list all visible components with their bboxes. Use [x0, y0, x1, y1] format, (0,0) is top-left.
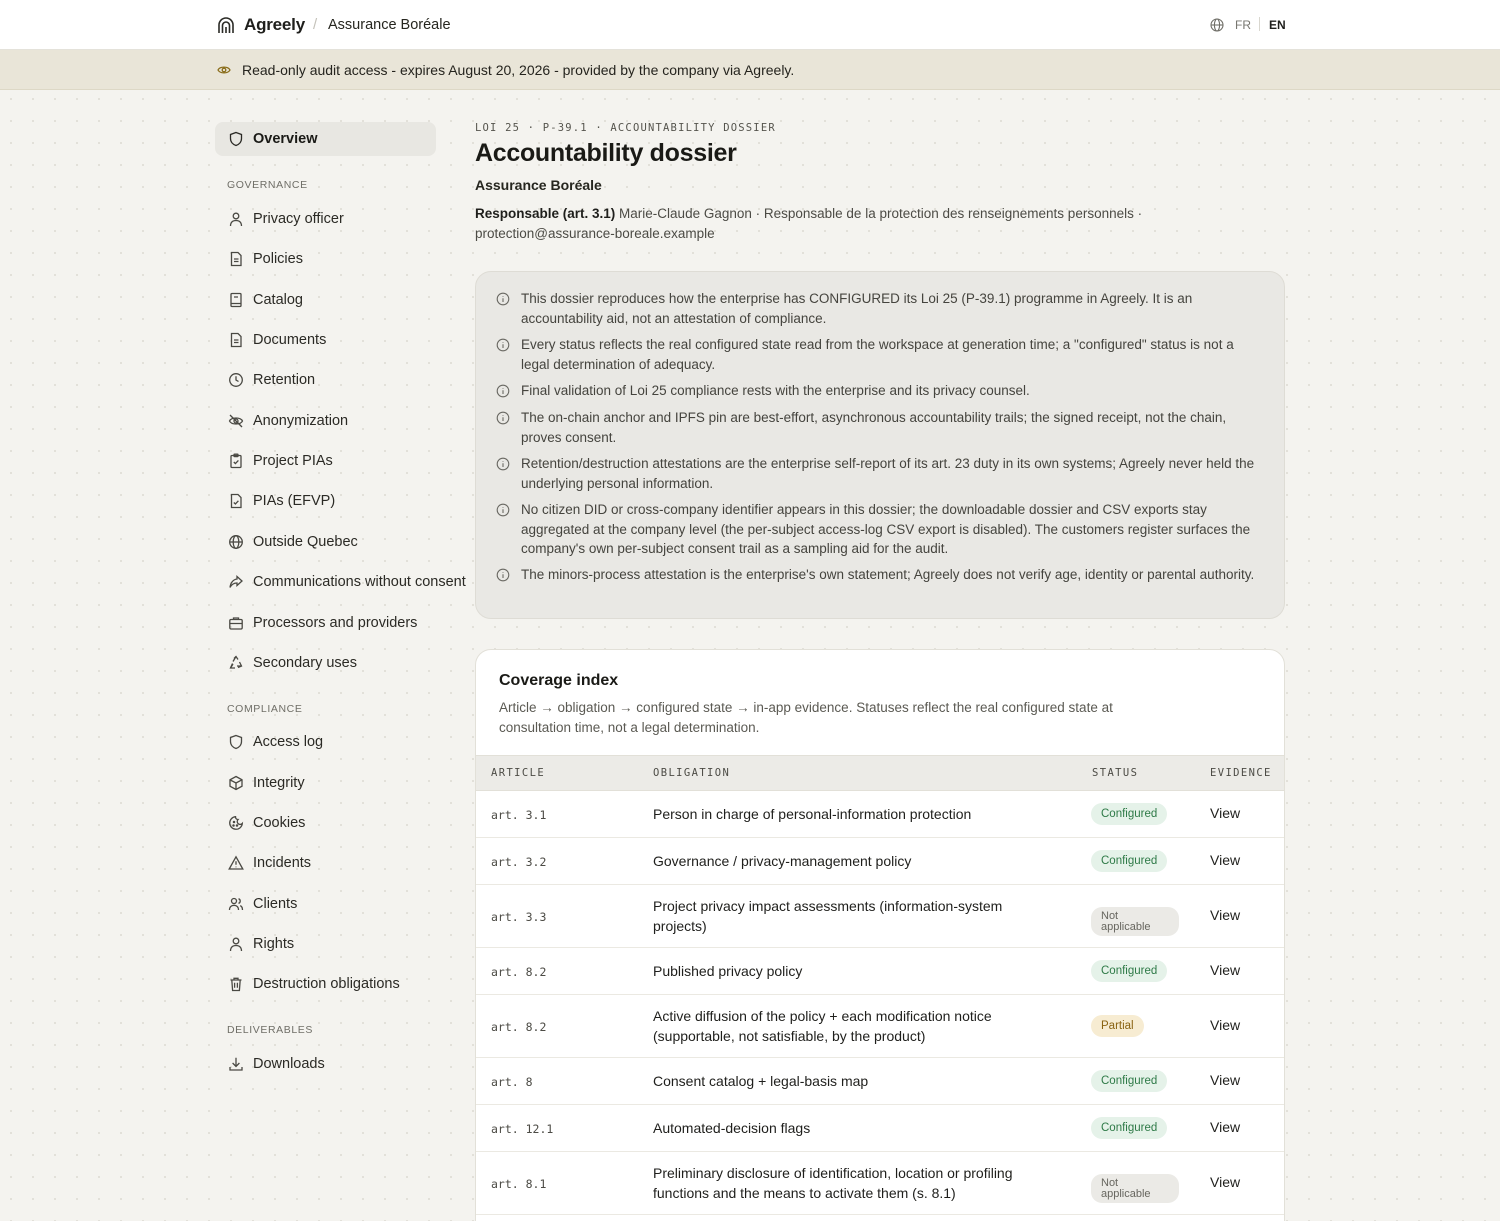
article-cell: art. 8.2	[491, 965, 547, 979]
sidebar-item-label: Project PIAs	[253, 453, 333, 469]
sidebar-item-label: Integrity	[253, 775, 305, 791]
sidebar-item-label: Privacy officer	[253, 211, 344, 227]
sidebar-item-label: Processors and providers	[253, 615, 418, 631]
sidebar-item-label: Policies	[253, 251, 303, 267]
section-label-governance: GOVERNANCE	[227, 179, 308, 191]
info-icon	[496, 503, 510, 517]
notice-item: Retention/destruction attestations are the enterprise self-report of its art. 23 duty in its own systems; Agreely never held the underlying personal information.	[496, 454, 1261, 493]
sidebar-item-access-log[interactable]	[215, 725, 471, 759]
sidebar-item-label: Outside Quebec	[253, 534, 358, 550]
table-row	[476, 995, 1285, 1058]
sidebar-item-label: Catalog	[253, 292, 303, 308]
sidebar-item-label: Incidents	[253, 855, 312, 871]
info-icon	[496, 292, 510, 306]
trash-icon	[228, 976, 244, 992]
sidebar-item-outside-quebec[interactable]	[215, 525, 471, 559]
sidebar-item-label: Secondary uses	[253, 655, 357, 671]
info-icon	[496, 457, 510, 471]
column-header-article: ARTICLE	[491, 767, 546, 779]
obligation-cell: Project privacy impact assessments (information-system projects)	[653, 898, 1003, 934]
article-cell: art. 12.1	[491, 1122, 554, 1136]
article-cell: art. 8.1	[491, 1177, 547, 1191]
coverage-description: Article → obligation → configured state → in-app evidence. Statuses reflect the real configured state at consultation time, not a legal determination.	[499, 700, 1113, 735]
sidebar-item-label: Communications without consent	[253, 574, 466, 590]
info-icon	[496, 338, 510, 352]
notice-item: The minors-process attestation is the enterprise's own statement; Agreely does not verify age, identity or parental authority.	[496, 565, 1261, 585]
sidebar-item-label: Retention	[253, 372, 316, 388]
sidebar-item-label: Clients	[253, 896, 298, 912]
info-icon	[496, 568, 510, 582]
sidebar-item-policies[interactable]	[215, 242, 471, 276]
sidebar-item-anonymization[interactable]	[215, 404, 471, 438]
sidebar-item-label: Overview	[253, 131, 318, 147]
sidebar-item-label: Cookies	[253, 815, 306, 831]
sidebar-item-label: Documents	[253, 332, 327, 348]
obligation-cell: Published privacy policy	[653, 963, 803, 979]
article-cell: art. 8	[491, 1075, 533, 1089]
table-row	[476, 1105, 1285, 1152]
cookie-icon	[228, 815, 244, 831]
language-divider	[1259, 17, 1260, 31]
responsable-label: Responsable (art. 3.1)	[475, 206, 616, 221]
view-evidence-link[interactable]: View	[1210, 852, 1241, 868]
section-label-deliverables: DELIVERABLES	[227, 1024, 313, 1036]
article-cell: art. 3.2	[491, 855, 547, 869]
catalog-icon	[228, 292, 244, 308]
status-badge: Configured	[1091, 960, 1167, 982]
coverage-index-card	[475, 649, 1285, 1221]
view-evidence-link[interactable]: View	[1210, 1017, 1241, 1033]
table-row	[476, 791, 1285, 838]
sidebar-item-project-pias[interactable]	[215, 444, 471, 478]
sidebar-item-retention[interactable]	[215, 363, 471, 397]
recycle-icon	[228, 655, 244, 671]
status-badge: Configured	[1091, 1117, 1167, 1139]
view-evidence-link[interactable]: View	[1210, 1119, 1241, 1135]
globe-icon	[1210, 18, 1224, 32]
sidebar-item-overview[interactable]	[215, 122, 436, 156]
notice-item: No citizen DID or cross-company identifier appears in this dossier; the downloadable dossier and CSV exports stay aggregated at the company level (the per-subject access-log CSV export is disabled). The customers register surfaces the company's own per-subject consent trail as a sampling aid for the audit.	[496, 500, 1261, 559]
table-row	[476, 885, 1285, 948]
sidebar-item-clients[interactable]	[215, 887, 471, 921]
sidebar-item-documents[interactable]	[215, 323, 471, 357]
user-icon	[228, 211, 244, 227]
obligation-cell: Automated-decision flags	[653, 1120, 811, 1136]
clipboard-check-icon	[228, 453, 244, 469]
section-label-compliance: COMPLIANCE	[227, 703, 303, 715]
banner-text: Read-only audit access - expires August 20, 2026 - provided by the company via Agreely.	[242, 62, 795, 78]
breadcrumb-org[interactable]: Assurance Boréale	[328, 17, 451, 33]
view-evidence-link[interactable]: View	[1210, 962, 1241, 978]
share-arrow-icon	[228, 574, 244, 590]
info-icon	[496, 411, 510, 425]
responsable-details: Marie-Claude Gagnon · Responsable de la protection des renseignements personnels · protection@assurance-boreale.example	[475, 206, 1143, 241]
sidebar-item-processors-and-providers[interactable]	[215, 606, 471, 640]
sidebar-item-rights[interactable]	[215, 927, 471, 961]
shield-icon	[228, 734, 244, 750]
page-eyebrow: LOI 25 · P-39.1 · ACCOUNTABILITY DOSSIER	[475, 122, 776, 134]
obligation-cell: Consent catalog + legal-basis map	[653, 1073, 869, 1089]
status-badge: Partial	[1091, 1015, 1144, 1037]
page-title: Accountability dossier	[475, 139, 737, 167]
obligation-cell: Governance / privacy-management policy	[653, 853, 912, 869]
status-badge: Not applicable	[1091, 907, 1179, 936]
sidebar-item-label: Destruction obligations	[253, 976, 400, 992]
file-check-icon	[228, 493, 244, 509]
sidebar-item-destruction-obligations[interactable]	[215, 967, 471, 1001]
status-badge: Not applicable	[1091, 1174, 1179, 1203]
organization-name: Assurance Boréale	[475, 177, 602, 193]
responsable-info	[475, 204, 1195, 243]
article-cell: art. 3.3	[491, 910, 547, 924]
status-badge: Configured	[1091, 803, 1167, 825]
eye-off-icon	[228, 413, 244, 429]
shield-icon	[228, 131, 244, 147]
obligation-cell: Active diffusion of the policy + each modification notice (supportable, not satisfiable, by the product)	[653, 1008, 992, 1044]
view-evidence-link[interactable]: View	[1210, 907, 1241, 923]
users-icon	[228, 896, 244, 912]
coverage-title: Coverage index	[499, 672, 619, 689]
brand-name[interactable]: Agreely	[244, 15, 305, 34]
column-header-status: STATUS	[1092, 767, 1139, 779]
cube-icon	[228, 775, 244, 791]
download-icon	[228, 1056, 244, 1072]
notice-item: Final validation of Loi 25 compliance rests with the enterprise and its privacy counsel.	[496, 381, 1261, 401]
globe-icon	[228, 534, 244, 550]
sidebar-item-label: PIAs (EFVP)	[253, 493, 336, 509]
audit-access-banner	[0, 50, 1500, 90]
document-icon	[228, 332, 244, 348]
sidebar-item-integrity[interactable]	[215, 766, 471, 800]
top-bar	[0, 0, 1500, 50]
warning-icon	[228, 855, 244, 871]
sidebar-item-pias-efvp[interactable]	[215, 484, 471, 518]
status-badge: Configured	[1091, 1070, 1167, 1092]
table-row	[476, 948, 1285, 995]
language-en[interactable]: EN	[1269, 18, 1286, 32]
view-evidence-link[interactable]: View	[1210, 1174, 1241, 1190]
language-fr[interactable]: FR	[1235, 18, 1251, 32]
table-row	[476, 838, 1285, 885]
sidebar-item-label: Downloads	[253, 1056, 325, 1072]
column-header-evidence: EVIDENCE	[1210, 767, 1272, 779]
notice-item: Every status reflects the real configured state read from the workspace at generation time; a "configured" status is not a legal determination of adequacy.	[496, 335, 1261, 374]
column-header-obligation: OBLIGATION	[653, 767, 731, 779]
table-row	[476, 1152, 1285, 1215]
document-icon	[228, 251, 244, 267]
clock-icon	[228, 372, 244, 388]
user-icon	[228, 936, 244, 952]
sidebar-item-incidents[interactable]	[215, 846, 471, 880]
briefcase-icon	[228, 615, 244, 631]
obligation-cell: Preliminary disclosure of identification, location or profiling functions and the means to activate them (s. 8.1)	[653, 1165, 1013, 1201]
sidebar-item-label: Anonymization	[253, 413, 349, 429]
table-row	[476, 1058, 1285, 1105]
sidebar-item-privacy-officer[interactable]	[215, 202, 471, 236]
notice-item: The on-chain anchor and IPFS pin are best-effort, asynchronous accountability trails; the signed receipt, not the chain, proves consent.	[496, 408, 1261, 447]
disclaimer-notice	[475, 271, 1285, 619]
status-badge: Configured	[1091, 850, 1167, 872]
sidebar-item-cookies[interactable]	[215, 806, 471, 840]
view-evidence-link[interactable]: View	[1210, 1072, 1241, 1088]
table-header	[476, 755, 1285, 791]
agreely-logo-icon[interactable]	[217, 16, 235, 34]
notice-item: This dossier reproduces how the enterprise has CONFIGURED its Loi 25 (P-39.1) programme in Agreely. It is an accountability aid, not an attestation of compliance.	[496, 289, 1261, 328]
sidebar-item-label: Rights	[253, 936, 295, 952]
sidebar-item-label: Access log	[253, 734, 324, 750]
sidebar-item-communications-without-consent[interactable]	[215, 565, 471, 599]
sidebar-item-secondary-uses[interactable]	[215, 646, 471, 680]
obligation-cell: Person in charge of personal-information protection	[653, 806, 972, 822]
eye-icon	[217, 64, 231, 76]
view-evidence-link[interactable]: View	[1210, 805, 1241, 821]
article-cell: art. 3.1	[491, 808, 547, 822]
breadcrumb-separator: /	[313, 16, 318, 33]
info-icon	[496, 384, 510, 398]
sidebar-item-downloads[interactable]	[215, 1047, 471, 1081]
sidebar-item-catalog[interactable]	[215, 283, 471, 317]
article-cell: art. 8.2	[491, 1020, 547, 1034]
